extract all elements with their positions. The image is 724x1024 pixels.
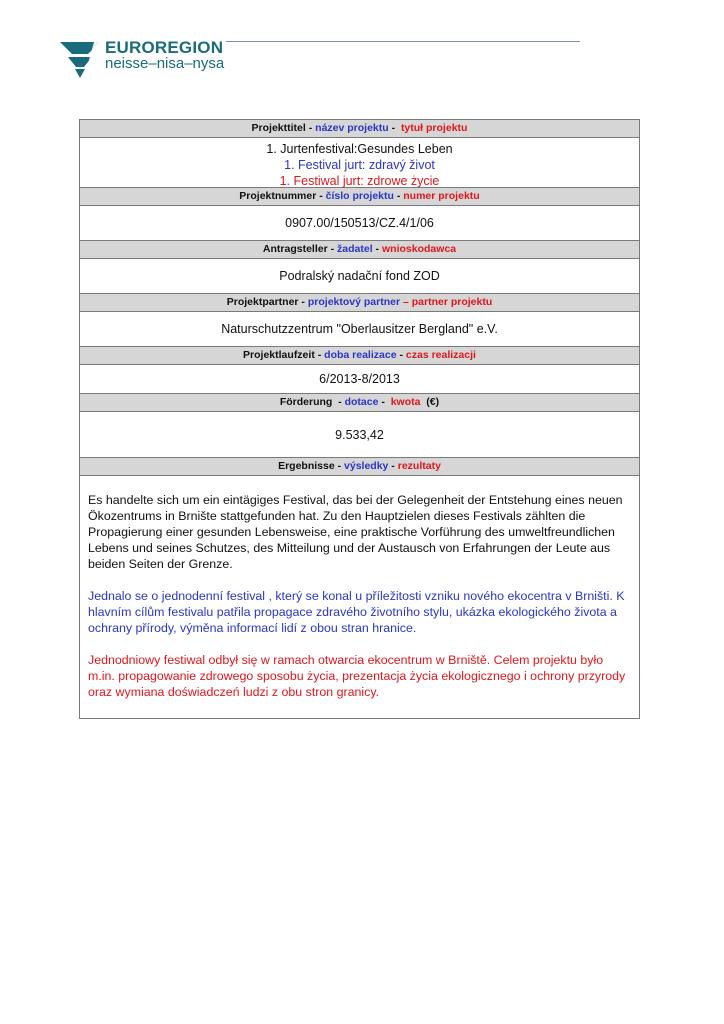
results-label-cz: výsledky: [344, 460, 389, 472]
results-header: Ergebnisse - výsledky - rezultaty: [80, 458, 639, 476]
period-header: Projektlaufzeit - doba realizace - czas realizacji: [80, 347, 639, 365]
number-label-pl: numer projektu: [403, 190, 480, 202]
title-value-de: 1. Jurtenfestival:Gesundes Leben: [266, 142, 453, 156]
number-header: Projektnummer - číslo projektu - numer projektu: [80, 188, 639, 206]
funding-unit: (€): [426, 396, 440, 408]
title-label-de: Projekttitel: [251, 122, 306, 134]
partner-label-pl: partner projektu: [411, 296, 493, 308]
project-number: 0907.00/150513/CZ.4/1/06: [80, 206, 639, 241]
applicant-value: Podralský nadační fond ZOD: [80, 259, 639, 294]
funding-amount: 9.533,42: [80, 412, 639, 458]
title-value-pl: 1. Festiwal jurt: zdrowe życie: [279, 174, 440, 188]
results-label-pl: rezultaty: [397, 460, 441, 472]
funding-label-pl: kwota: [390, 396, 421, 408]
header-rule: [226, 41, 580, 42]
euroregion-emblem-icon: [58, 38, 102, 80]
euroregion-logo: [58, 36, 228, 84]
applicant-label-de: Antragsteller: [262, 243, 328, 255]
title-value-cz: 1. Festival jurt: zdravý život: [284, 158, 435, 172]
title-label-cz: název projektu: [315, 122, 389, 134]
funding-header: Förderung - dotace - kwota (€): [80, 394, 639, 412]
applicant-label-cz: žadatel: [337, 243, 373, 255]
logo-brand-text: EUROREGION: [105, 38, 224, 57]
funding-label-cz: dotace: [344, 396, 379, 408]
results-text-pl: Jednodniowy festiwal odbył się w ramach otwarcia ekocentrum w Brniště. Celem projektu było m.in. propagowanie zdrowego sposobu życia, prezentacja życia ekologicznego i ochrony przyrody oraz wymiana doświadczeń ludzi z obu stron granicy.: [88, 653, 626, 699]
title-label-pl: tytuł projektu: [400, 122, 468, 134]
partner-label-de: Projektpartner: [226, 296, 299, 308]
results-label-de: Ergebnisse: [278, 460, 335, 472]
period-label-pl: czas realizacji: [405, 349, 476, 361]
partner-value: Naturschutzzentrum "Oberlausitzer Bergland" e.V.: [80, 312, 639, 347]
period-value: 6/2013-8/2013: [80, 365, 639, 394]
title-header: Projekttitel - název projektu - tytuł projektu: [80, 120, 639, 138]
applicant-label-pl: wnioskodawca: [381, 243, 457, 255]
funding-label-de: Förderung: [279, 396, 333, 408]
results-text-de: Es handelte sich um ein eintägiges Festival, das bei der Gelegenheit der Entstehung eines neuen Ökozentrums in Brnište stattgefunden hat. Zu den Hauptzielen dieses Festivals zählten die Propagierung einer gesunden Lebensweise, eine praktische Vorführung des umweltfreundlichen Lebens und seines Schutzes, des Mitteilung und der Austausch von Erfahrungen der Leute aus beiden Seiten der Grenze.: [88, 493, 623, 571]
period-label-de: Projektlaufzeit: [243, 349, 315, 361]
number-label-cz: číslo projektu: [325, 190, 394, 202]
title-value: [80, 138, 639, 188]
partner-header: Projektpartner - projektový partner – partner projektu: [80, 294, 639, 312]
results-text-cz: Jednalo se o jednodenní festival , který se konal u příležitosti vzniku nového ekocentra v Brništi. K hlavním cílům festivalu patřila propagace zdravého životního stylu, ukázka ekologického života a ochrany přírody, výměna informací lidí z obou stran hranice.: [88, 589, 625, 635]
number-label-de: Projektnummer: [239, 190, 317, 202]
period-label-cz: doba realizace: [324, 349, 397, 361]
logo-subtitle-text: neisse–nisa–nysa: [105, 55, 225, 72]
project-sheet: [79, 119, 640, 719]
applicant-header: Antragsteller - žadatel - wnioskodawca: [80, 241, 639, 259]
partner-label-cz: projektový partner: [307, 296, 401, 308]
results-body: [80, 476, 639, 718]
